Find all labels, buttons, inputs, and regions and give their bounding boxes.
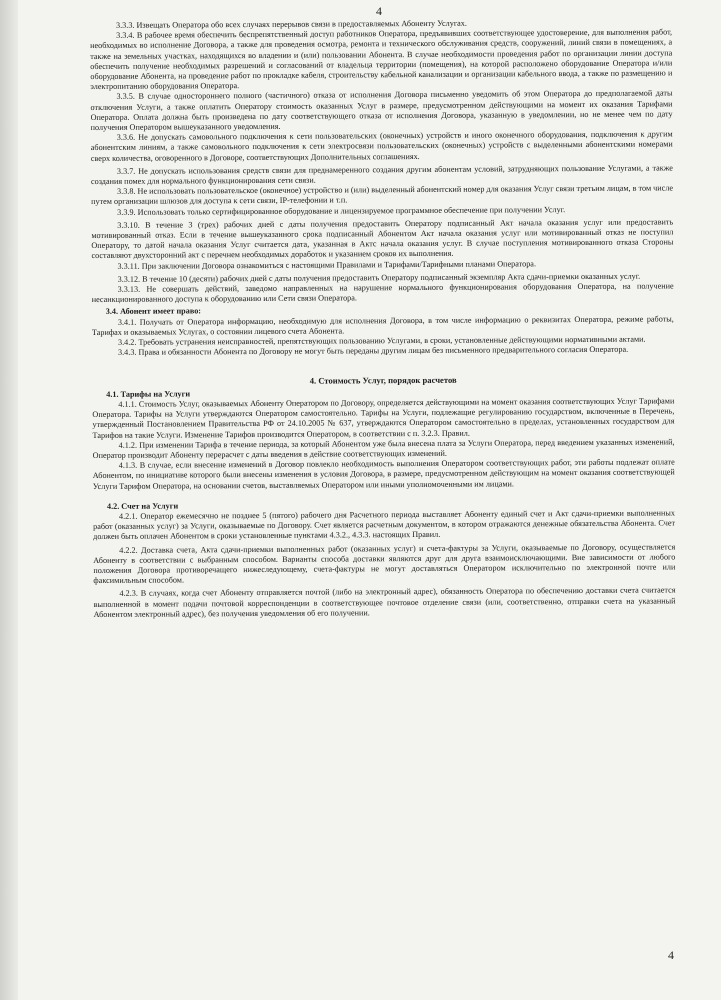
paragraph-3-3-5: 3.3.5. В случае одностороннего полного (частичного) отказа от исполнения Договора письменно уведомить об этом Оператора до предполагаемой даты отключения Услуги, а также оплатить Оператору стоимость оказанных Услуг в размере, предусмотренном действующими на момент их оказания Тарифами Оператора. Оплата должна быть произведена по дату соответствующего отказа от исполнения Договора, указанную в уведомлении, но не менее чем по дату получения Оператором вышеуказанного уведомления. — [90, 88, 673, 133]
paragraph-4-1-1: 4.1.1. Стоимость Услуг, оказываемых Абоненту Оператором по Договору, определяется действующими на момент оказания соответствующих Услуг Тарифами Оператора. Тарифы на Услуги утверждаются Оператором самостоятельно. Тарифы на Услуги, подлежащие регулированию государством, включенные в Перечень, утвержденный Постановлением Правительства РФ от 24.10.2005 № 637, утверждаются Оператором самостоятельно в пределах, установленных государством для Тарифов на такие Услуги. Изменение Тарифов производится Оператором, в соответствии с п. 3.2.3. Правил. — [92, 396, 675, 440]
paragraph-3-3-7: 3.3.7. Не допускать использования средств связи для преднамеренного создания другим абонентам условий, затрудняющих пользование Услугами, а также создания помех для нормального функционирования сети связи. — [90, 163, 673, 187]
paragraph-3-3-11: 3.3.11. При заключении Договора ознакомиться с настоящими Правилами и Тарифами/Тарифными планами Оператора. — [117, 258, 537, 271]
paragraph-3-4-2: 3.4.2. Требовать устранения неисправностей, препятствующих пользованию Услугами, в сроки, установленные действующими нормативными актами. — [117, 334, 646, 347]
paragraph-3-4-1: 3.4.1. Получать от Оператора информацию, необходимую для исполнения Договора, в том числе информацию о реквизитах Оператора, режиме работы, Тарифах и оказываемых Услугах, о состоянии лицевого счета Абонента. — [91, 314, 674, 337]
paragraph-3-3-8: 3.3.8. Не использовать пользовательское (оконечное) устройство и (или) выделенный абонентский номер для оказания Услуг связи третьим лицам, в том числе путем организации шлюзов для доступа к сети связи, IP-телефонии и т.п. — [91, 183, 674, 207]
paragraph-3-3-12: 3.3.12. В течение 10 (десяти) рабочих дней с даты получения предоставить Оператору подписанный экземпляр Акта сдачи-приемки оказанных услуг. — [117, 271, 641, 284]
paragraph-4-2-3: 4.2.3. В случаях, когда счет Абоненту отправляется почтой (либо на электронный адрес), обязанность Оператора по обеспечению доставки счета считается выполненной в момент подачи почтовой корреспонденции в соответствующее почтовое отделение связи (или, соответственно, отправки счета на указанный Абонентом электронный адрес), без получения уведомления об его получении. — [93, 585, 676, 619]
paragraph-3-3-13: 3.3.13. Не совершать действий, заведомо направленных на нарушение нормального функционирования оборудования Оператора, на получение несанкционированного доступа к оборудованию или Сети связи Оператора. — [91, 281, 674, 305]
subsection-3-4-heading: 3.4. Абонент имеет право: — [105, 306, 202, 317]
paragraph-4-1-2: 4.1.2. При изменении Тарифа в течение периода, за который Абонентом уже была внесена плата за Услуги Оператора, перед введением указанных изменений, Оператор производит Абоненту перерасчет с даты введения в действие соответствующих изменений. — [92, 437, 675, 460]
paragraph-3-3-3: 3.3.3. Извещать Оператора обо всех случаях перерывов связи в предоставляемых Абоненту Услугах. — [115, 18, 467, 30]
paragraph-4-2-2: 4.2.2. Доставка счета, Акта сдачи-приемки выполненных работ (оказанных услуг) и счета-фактуры за Услуги, оказываемые по Договору, осуществляется Абоненту в соответствии с выбранным способом. Варианты способа доставки являются друг для друга взаимоисключающими. Вне зависимости от любого положения Договора противоречащего нижеследующему, счета-фактуры не могут доставляться Оператором исключительно по электронной почте или факсимильным способом. — [93, 541, 676, 586]
paragraph-3-3-6: 3.3.6. Не допускать самовольного подключения к сети пользовательских (оконечных) устройств и иного оконечного оборудования, подключения к другим абонентским линиям, а также самовольного подключения к сети электросвязи пользовательских (оконечных) устройств с выделенными абонентскими номерами сверх количества, оговоренного в Договоре, соответствующих Дополнительных соглашениях. — [90, 129, 673, 163]
paragraph-3-3-10: 3.3.10. В течение 3 (трех) рабочих дней с даты получения предоставить Оператору подписанный Акт начала оказания услуг или предоставить мотивированный отказ. Если в течение вышеуказанного срока подписанный Абонентом Акт начала оказания услуг или мотивированный отказ не поступил Оператору, то датой начала оказания Услуг считается дата, указанная в Актс начала оказания услуг. В случае поступления мотивированного отказа Стороны составляют двухсторонний акт с перечнем необходимых доработок и указанием сроков их выполнения. — [91, 217, 674, 261]
page-number-bottom: 4 — [668, 948, 674, 962]
page-number-top: 4 — [376, 4, 382, 18]
document-body — [90, 17, 676, 620]
paragraph-4-2-1: 4.2.1. Оператор ежемесячно не позднее 5 (пятого) рабочего дня Расчетного периода выставляет Абоненту единый счет и Акт сдачи-приемки выполненных работ (оказанных услуг) за Услуги, оказываемые по Договору. Счет является расчетным документом, в котором отражаются денежные обязательства Абонента. Счет должен быть оплачен Абонентом в сроки установленные пунктами 4.3.2., 4.3.3. настоящих Правил. — [93, 508, 676, 542]
subsection-4-1-heading: 4.1. Тарифы на Услуги — [106, 389, 191, 399]
paragraph-3-3-9: 3.3.9. Использовать только сертифицированное оборудование и лицензируемое программное обеспечение при получении Услуг. — [117, 204, 566, 217]
paragraph-3-4-3: 3.4.3. Права и обязанности Абонента по Договору не могут быть переданы другим лицам без письменного предварительного согласия Оператора. — [117, 345, 629, 358]
section-4-heading: 4. Стоимость Услуг, порядок расчетов — [309, 374, 457, 386]
subsection-4-2-heading: 4.2. Счет на Услуги — [106, 501, 179, 511]
paragraph-3-3-4: 3.3.4. В рабочее время обеспечить беспрепятственный доступ работников Оператора, предъявивших соответствующее удостоверение, для выполнения работ, необходимых во исполнение Договора, а также для проведения осмотра, ремонта и технического обслуживания средств, сооружений, линий связи в помещениях, а также на земельных участках, находящихся во владении и (или) пользовании Абонента. В случае необходимости проведения работ по организации линии доступа обеспечить получение необходимых разрешений и согласований от владельца территории (помещения), на которой расположено оборудование Оператора и/или оборудование Абонента, на проведение работ по прокладке кабеля, строительству кабельной канализации и организации кабельного ввода, а также по размещению и электропитанию оборудования Оператора. — [90, 27, 673, 92]
paragraph-4-1-3: 4.1.3. В случае, если внесение изменений в Договор повлекло необходимость выполнения Оператором соответствующих работ, эти работы подлежат оплате Абонентом, по инициативе которого были внесены изменения в условия Договора, в размере, предусмотренном действующим на момент оказания соответствующей Услуги Тарифом Оператора, на основании счетов, выставляемых Оператором или иными уполномоченными им лицами. — [92, 457, 675, 491]
